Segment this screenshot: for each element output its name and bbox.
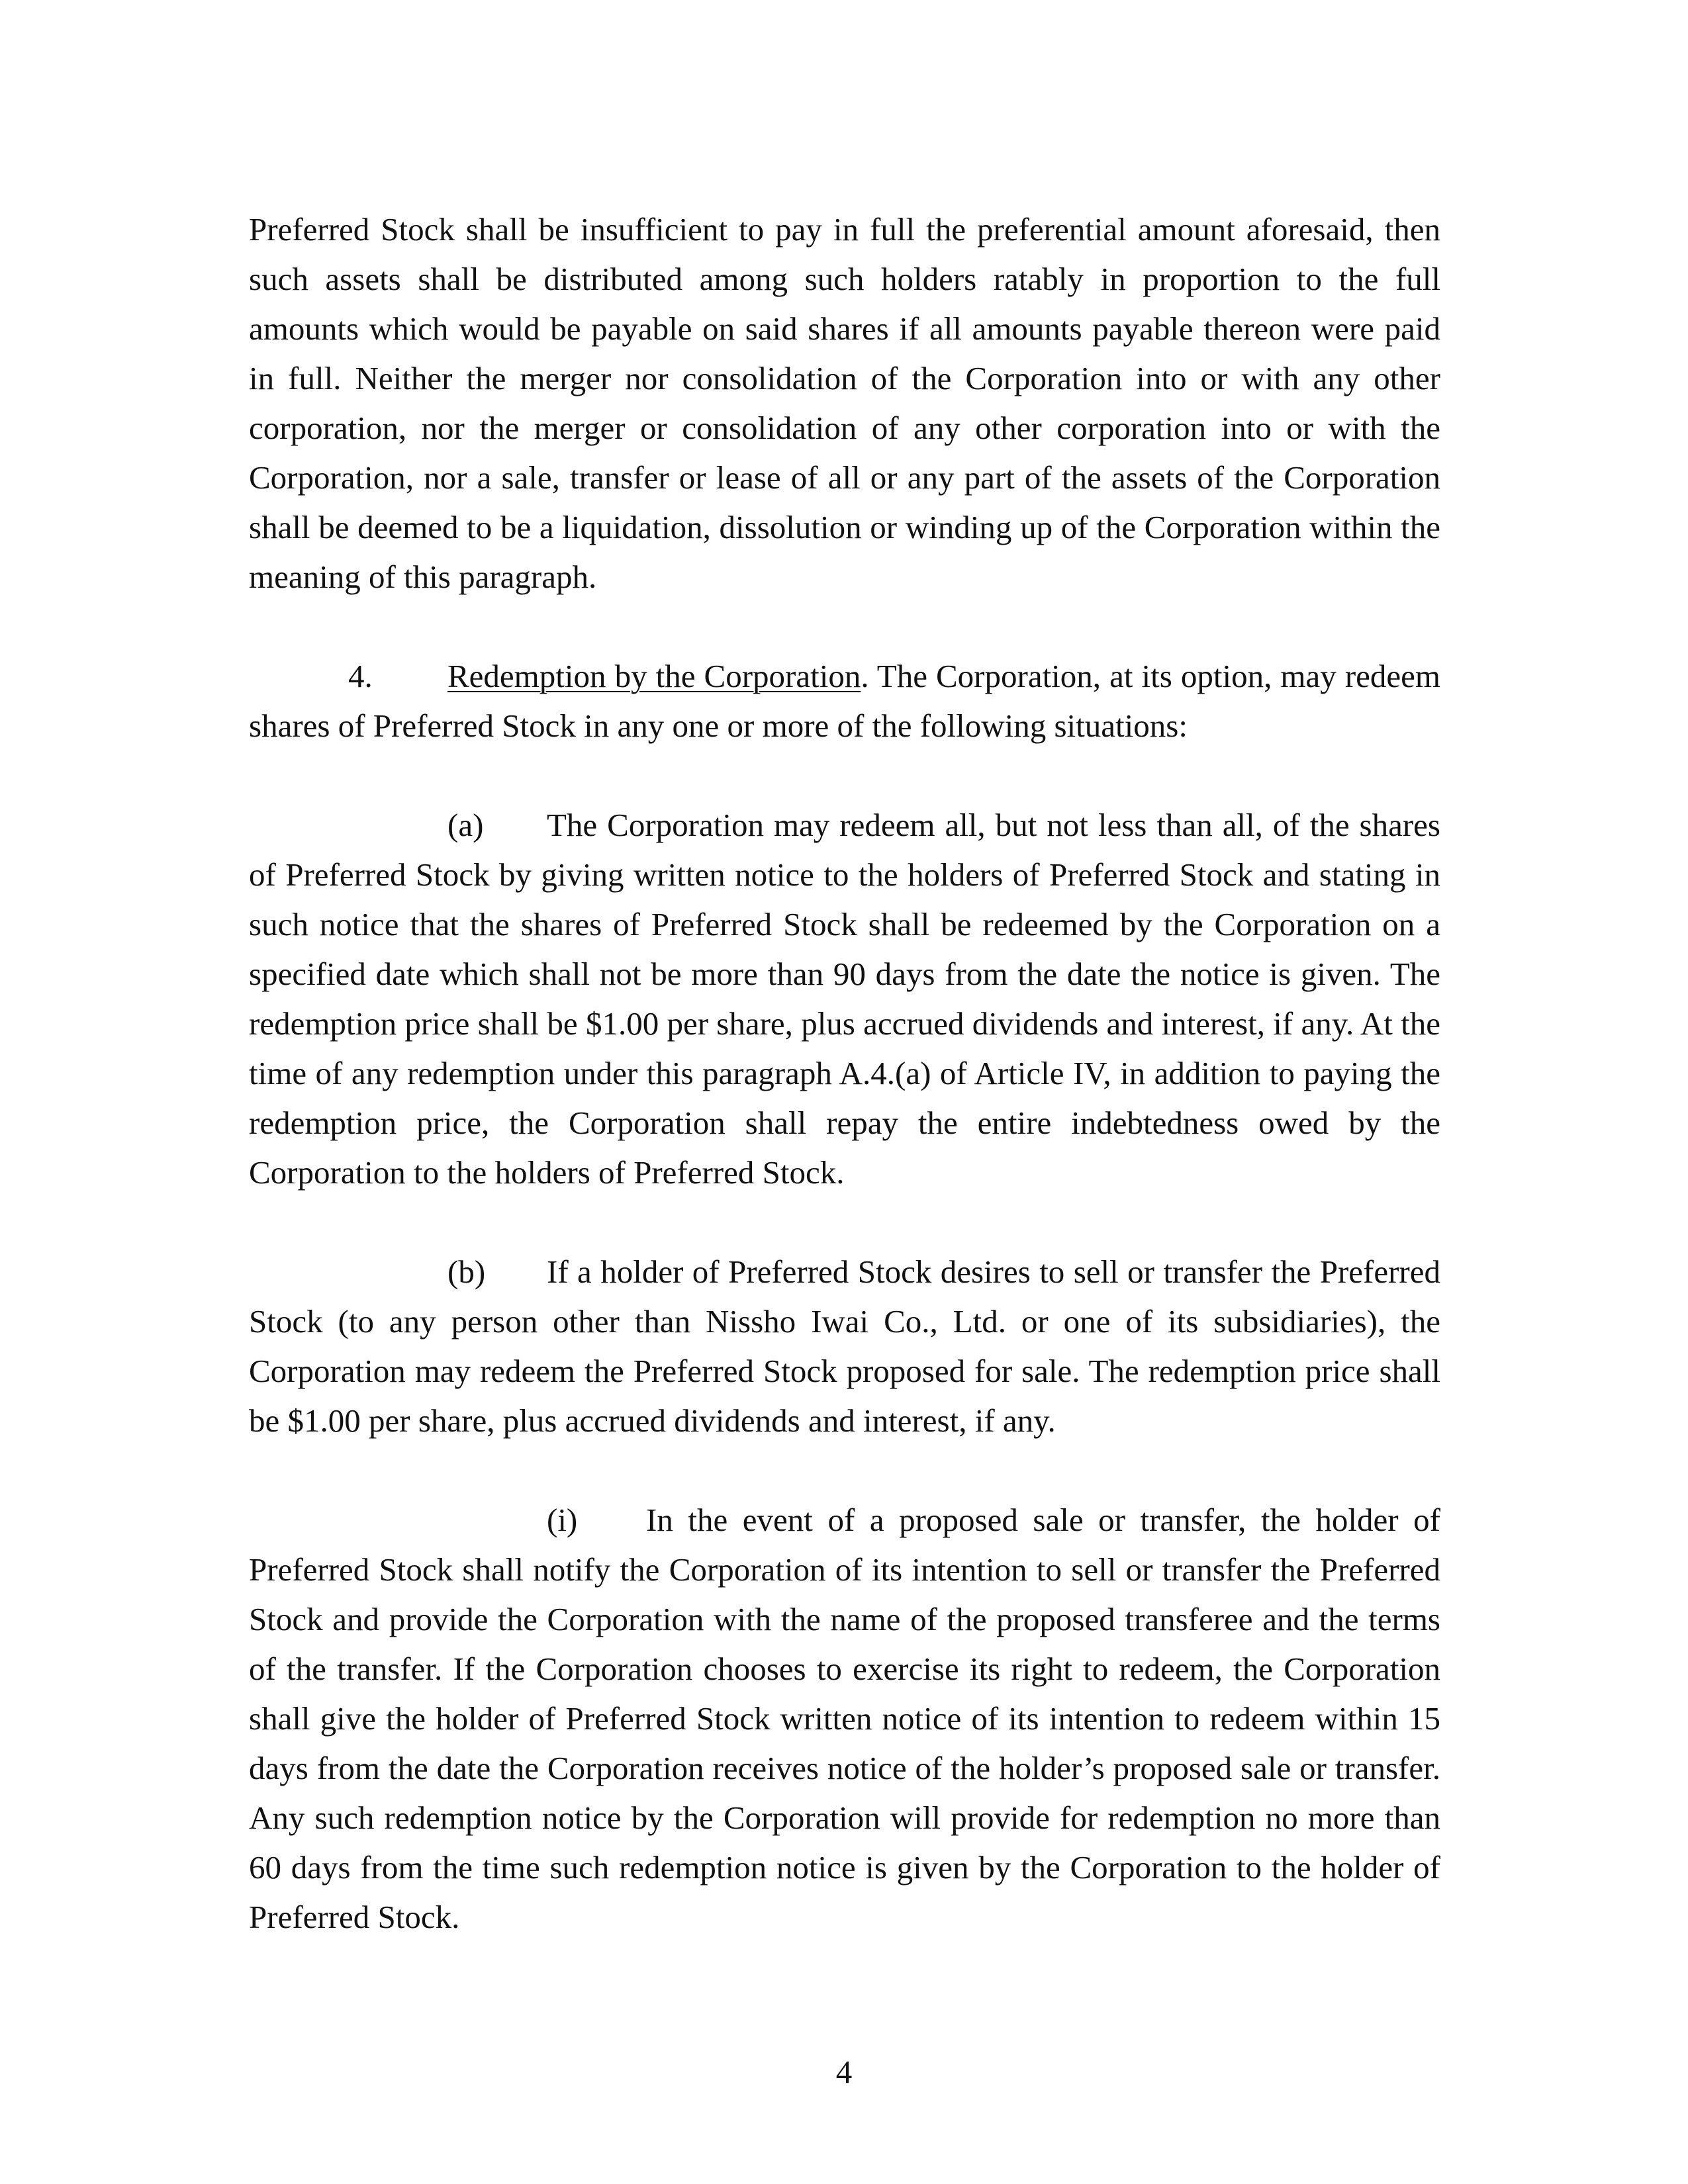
subparagraph-b bbox=[249, 1247, 1440, 1445]
subparagraph-i bbox=[249, 1495, 1440, 1942]
section-4-redemption bbox=[249, 651, 1440, 751]
section-number: 4. bbox=[348, 658, 373, 694]
subparagraph-i-text: In the event of a proposed sale or transfer, the holder of Preferred Stock shall notify the Corporation of its intention to sell or transfer the Preferred Stock and provide the Corporation with the name of the proposed transferee and the terms of the transfer. If the Corporation chooses to exercise its right to redeem, the Corporation shall give the holder of Preferred Stock written notice of its intention to redeem within 15 days from the date the Corporation receives notice of the holder’s proposed sale or transfer. Any such redemption notice by the Corporation will provide for redemption no more than 60 days from the time such redemption notice is given by the Corporation to the holder of Preferred Stock. bbox=[249, 1502, 1440, 1935]
section-heading-punct: . bbox=[861, 658, 869, 694]
subparagraph-b-text: If a holder of Preferred Stock desires to sell or transfer the Preferred Stock (to any person other than Nissho Iwai Co., Ltd. or one of its subsidiaries), the Corporation may redeem the Preferred Stock proposed for sale. The redemption price shall be $1.00 per share, plus accrued dividends and interest, if any. bbox=[249, 1253, 1440, 1439]
page-number: 4 bbox=[835, 2054, 853, 2090]
subparagraph-b-label: (b) bbox=[447, 1253, 486, 1290]
section-heading: Redemption by the Corporation bbox=[447, 658, 861, 694]
subparagraph-a-label: (a) bbox=[447, 807, 484, 843]
paragraph-liquidation-continuation: Preferred Stock shall be insufficient to pay in full the preferential amount aforesaid, then such assets shall be distributed among such holders ratably in proportion to the full amounts which would be payable on said shares if all amounts payable thereon were paid in full. Neither the merger nor consolidation of the Corporation into or with any other corporation, nor the merger or consolidation of any other corporation into or with the Corporation, nor a sale, transfer or lease of all or any part of the assets of the Corporation shall be deemed to be a liquidation, dissolution or winding up of the Corporation within the meaning of this paragraph. bbox=[249, 211, 1440, 595]
subparagraph-a-text: The Corporation may redeem all, but not less than all, of the shares of Preferred Stock by giving written notice to the holders of Preferred Stock and stating in such notice that the shares of Preferred Stock shall be redeemed by the Corporation on a specified date which shall not be more than 90 days from the date the notice is given. The redemption price shall be $1.00 per share, plus accrued dividends and interest, if any. At the time of any redemption under this paragraph A.4.(a) of Article IV, in addition to paying the redemption price, the Corporation shall repay the entire indebtedness owed by the Corporation to the holders of Preferred Stock. bbox=[249, 807, 1440, 1191]
document-body bbox=[249, 205, 1440, 1942]
subparagraph-a bbox=[249, 800, 1440, 1197]
subparagraph-i-label: (i) bbox=[547, 1502, 578, 1538]
section-4-text: The Corporation, at its option, may redeem shares of Preferred Stock in any one or more of the following situations: bbox=[249, 658, 1440, 744]
